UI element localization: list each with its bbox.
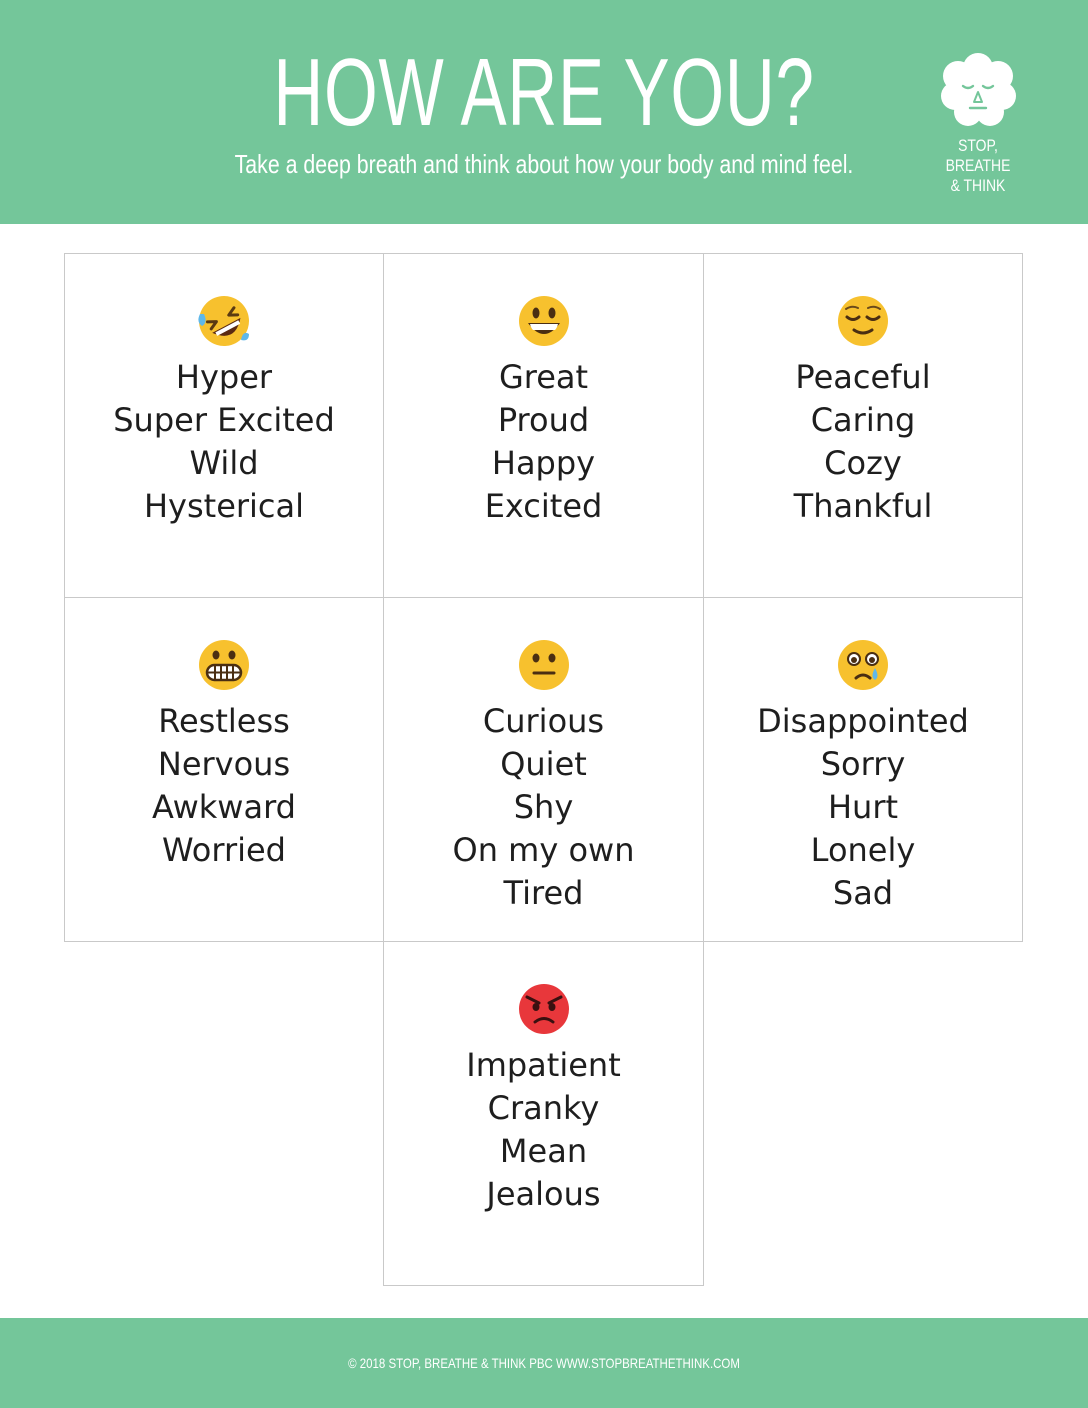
crying-icon xyxy=(836,638,890,692)
emotion-word: Mean xyxy=(499,1132,588,1170)
emotion-card-disappointed xyxy=(703,597,1023,942)
emotion-word: Wild xyxy=(189,444,259,482)
neutral-icon xyxy=(517,638,571,692)
page-subtitle: Take a deep breath and think about how your body and mind feel. xyxy=(234,149,854,179)
emotion-word-list xyxy=(704,700,1022,915)
relieved-icon xyxy=(836,294,890,348)
emotion-word: Tired xyxy=(503,874,584,912)
emotion-word-list xyxy=(704,356,1022,528)
emotion-word: Jealous xyxy=(486,1175,601,1213)
emotion-word: Disappointed xyxy=(757,702,969,740)
emotion-word: Nervous xyxy=(157,745,291,783)
grimacing-icon xyxy=(197,638,251,692)
emotion-word: Excited xyxy=(484,487,603,525)
sleeping-cloud-face-icon xyxy=(940,52,1016,128)
emotion-word-list xyxy=(65,700,383,872)
brand-logo-line1: STOP, BREATHE xyxy=(945,136,1011,175)
emotion-card-peaceful xyxy=(703,253,1023,598)
emotion-word: Hurt xyxy=(827,788,899,826)
emotion-word: Sorry xyxy=(820,745,906,783)
emotion-word: Hysterical xyxy=(143,487,305,525)
emotion-card-restless xyxy=(64,597,384,942)
emotion-card-hyper xyxy=(64,253,384,598)
emotion-card-great xyxy=(383,253,704,598)
emotion-word: Sad xyxy=(832,874,894,912)
emotion-word-list xyxy=(384,1044,703,1216)
emotion-word: Lonely xyxy=(810,831,916,869)
emotion-word-list xyxy=(384,356,703,528)
emotion-word: Peaceful xyxy=(795,358,931,396)
page-title: HOW ARE YOU? xyxy=(273,39,815,146)
header-banner xyxy=(0,0,1088,224)
rolling-laughing-icon xyxy=(197,294,251,348)
emotion-word: Curious xyxy=(482,702,605,740)
emotion-word: Hyper xyxy=(175,358,273,396)
emotion-word: On my own xyxy=(452,831,635,869)
emotion-word: Restless xyxy=(158,702,290,740)
emotion-word: Impatient xyxy=(466,1046,621,1084)
emotion-word: Shy xyxy=(513,788,574,826)
brand-logo xyxy=(922,52,1032,195)
emotion-word: Caring xyxy=(810,401,916,439)
brand-logo-text xyxy=(932,136,1024,196)
emotion-word: Super Excited xyxy=(113,401,335,439)
emotion-card-impatient xyxy=(383,941,704,1286)
emotion-word: Cozy xyxy=(824,444,902,482)
angry-icon xyxy=(517,982,571,1036)
emotion-word: Quiet xyxy=(500,745,587,783)
emotion-word: Happy xyxy=(491,444,596,482)
emotion-word: Worried xyxy=(162,831,286,869)
footer-banner xyxy=(0,1318,1088,1408)
emotion-word-list xyxy=(65,356,383,528)
grinning-icon xyxy=(517,294,571,348)
emotion-word: Thankful xyxy=(793,487,933,525)
copyright-text: © 2018 STOP, BREATHE & THINK PBC WWW.STOPBREATHETHINK.COM xyxy=(348,1355,740,1371)
emotion-card-curious xyxy=(383,597,704,942)
emotion-word: Proud xyxy=(497,401,590,439)
emotion-word: Awkward xyxy=(152,788,296,826)
emotion-word: Cranky xyxy=(487,1089,600,1127)
emotion-word: Great xyxy=(498,358,589,396)
emotion-word-list xyxy=(384,700,703,915)
brand-logo-line2: & THINK xyxy=(950,176,1006,195)
